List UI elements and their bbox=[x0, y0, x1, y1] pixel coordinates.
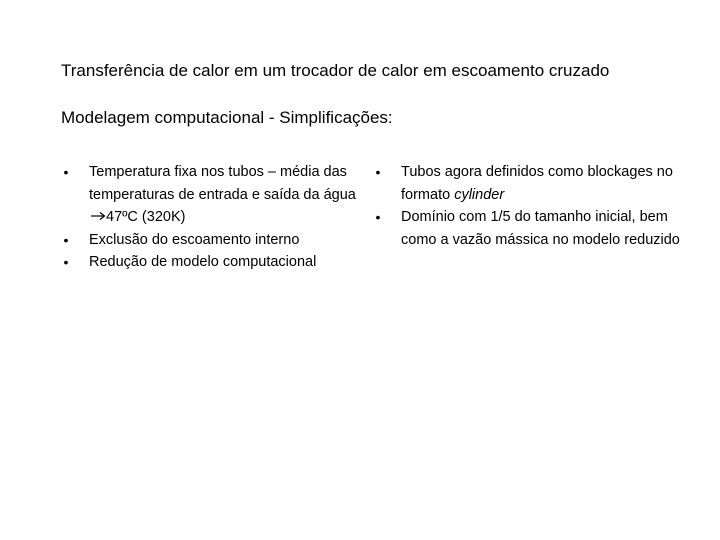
right-arrow-icon bbox=[90, 206, 106, 229]
list-item bbox=[372, 206, 692, 251]
list-item-text: Redução de modelo computacional bbox=[89, 254, 317, 271]
list-item bbox=[372, 161, 692, 206]
bullet-icon: • bbox=[375, 164, 381, 180]
right-bullet-column bbox=[372, 161, 692, 251]
list-item-text: Temperatura fixa nos tubos – média das temperaturas de entrada e saída da água bbox=[89, 164, 356, 203]
list-item-text: Domínio com 1/5 do tamanho inicial, bem como a vazão mássica no modelo reduzido bbox=[401, 209, 680, 248]
list-item-text-after-arrow: 47ºC (320K) bbox=[106, 209, 186, 226]
slide-subtitle: Modelagem computacional - Simplificações: bbox=[61, 108, 393, 127]
list-item bbox=[60, 161, 360, 229]
bullet-icon: • bbox=[63, 164, 69, 180]
slide-title: Transferência de calor em um trocador de calor em escoamento cruzado bbox=[61, 61, 610, 80]
left-bullet-column bbox=[60, 161, 360, 274]
list-item-italic-text: cylinder bbox=[454, 186, 505, 203]
list-item-text: Exclusão do escoamento interno bbox=[89, 231, 300, 248]
list-item-text: Tubos agora definidos como blockages no formato bbox=[401, 164, 673, 203]
left-bullet-list bbox=[60, 161, 360, 274]
right-bullet-list bbox=[372, 161, 692, 251]
bullet-icon: • bbox=[375, 209, 381, 225]
list-item bbox=[60, 229, 360, 252]
bullet-icon: • bbox=[63, 254, 69, 271]
bullet-icon: • bbox=[63, 231, 69, 248]
list-item bbox=[60, 251, 360, 274]
